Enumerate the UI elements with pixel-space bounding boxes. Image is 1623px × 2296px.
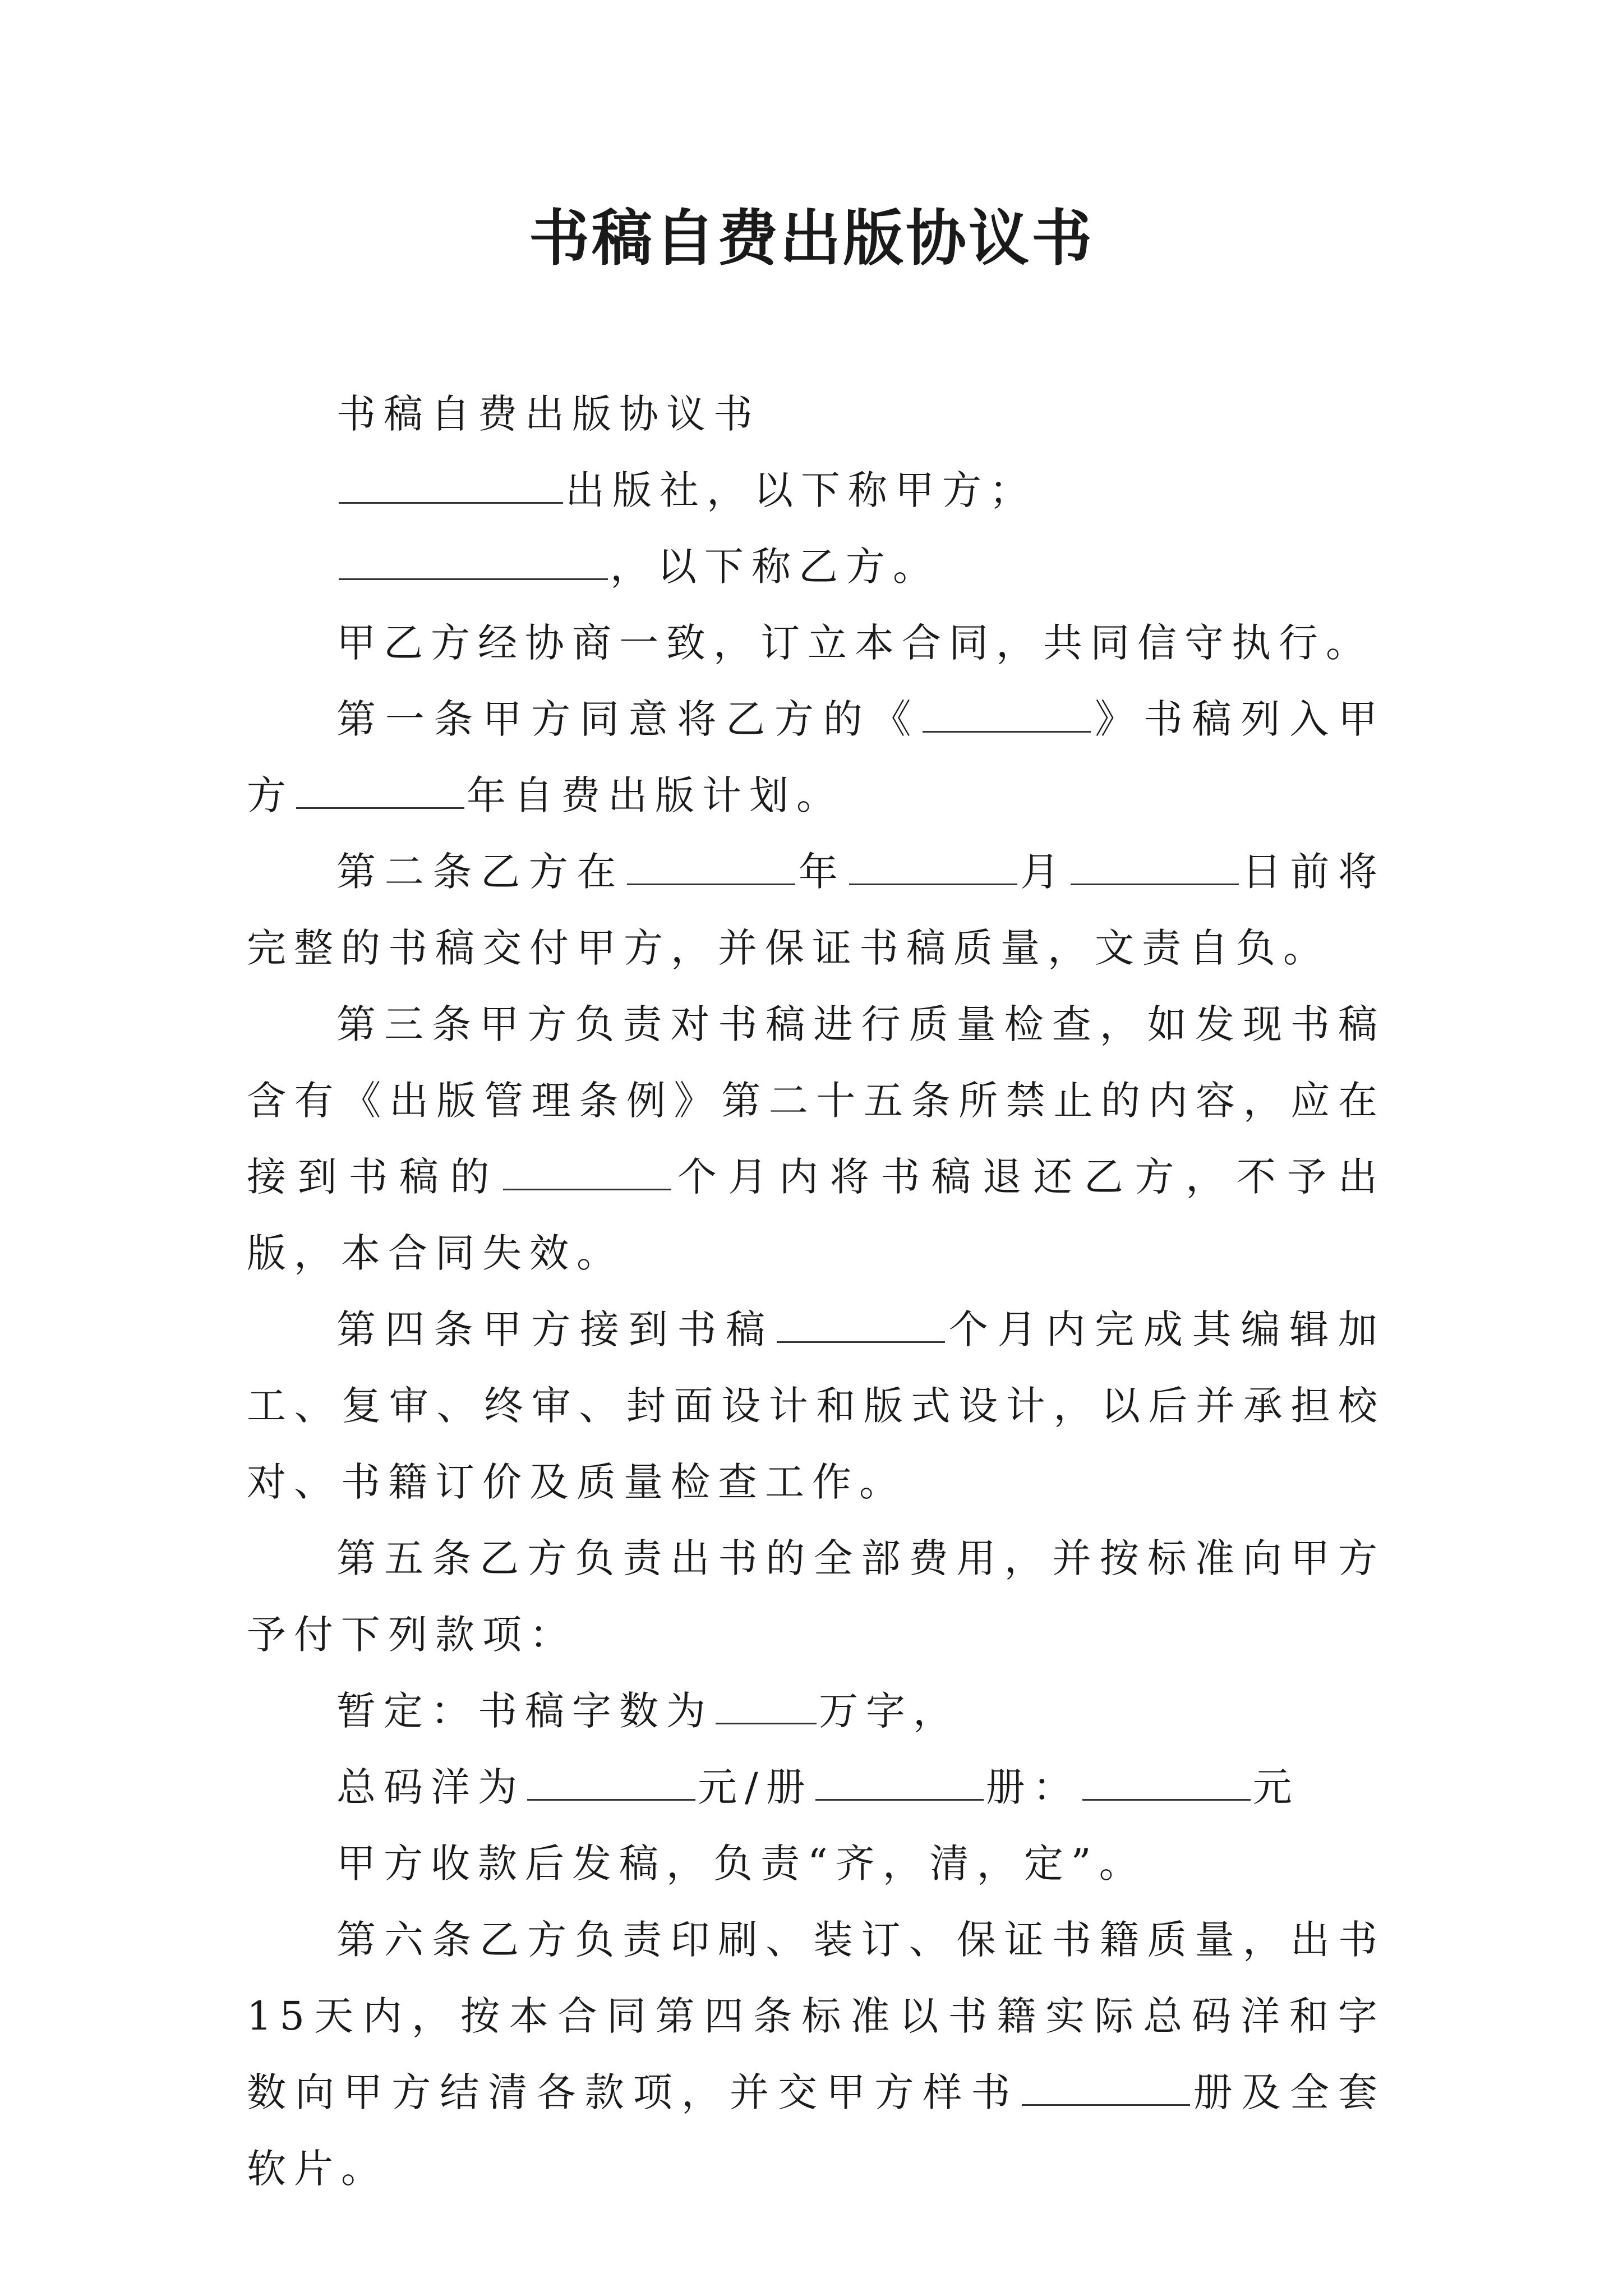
text-segment: 年自费出版计划。 [467,772,843,818]
fill-blank[interactable] [503,1154,671,1190]
text-segment: 年 [797,849,847,895]
text-segment: 个月内将书稿退还乙方，不予出版，本合同失效。 [247,1154,1386,1276]
fill-blank[interactable] [339,467,563,504]
text-segment: 书稿自费出版协议书 [336,391,760,437]
text-segment: ，以下称乙方。 [610,544,940,590]
fill-blank[interactable] [849,849,1017,885]
text-segment: 元/册 [698,1764,813,1810]
paragraph-article-6 [247,1902,1385,2207]
text-segment: 甲方收款后发稿，负责“齐，清，定”。 [336,1841,1146,1887]
fill-blank[interactable] [716,1688,817,1724]
paragraph-article-1 [247,681,1385,834]
text-segment: 元 [1252,1764,1300,1810]
fill-blank[interactable] [1022,2069,1190,2106]
fill-blank[interactable] [339,544,608,580]
fill-blank[interactable] [527,1764,695,1801]
paragraph-payment-note [247,1825,1385,1902]
paragraph-total-price [247,1749,1385,1825]
paragraph-article-2 [247,834,1385,986]
fill-blank[interactable] [296,772,464,809]
fill-blank[interactable] [777,1306,945,1343]
text-segment: 第三条甲方负责对书稿进行质量检查，如发现书稿含有《出版管理条例》第二十五条所禁止的内容，应在接到书稿的 [247,1001,1385,1200]
text-segment: 万字， [819,1688,960,1734]
text-segment: 暂定：书稿字数为 [336,1688,713,1734]
text-segment: 个月内完成其编辑加工、复审、终审、封面设计和版式设计，以后并承担校对、书籍订价及质量检查工作。 [247,1306,1385,1505]
text-segment: 第六条乙方负责印刷、装订、保证书籍质量，出书15天内，按本合同第四条标准以书籍实际总码洋和字数向甲方结清各款项，并交甲方样书 [247,1917,1385,2115]
text-segment: 月 [1019,849,1068,895]
text-segment: 第二条乙方在 [336,849,625,895]
paragraph-preamble [247,605,1385,681]
fill-blank[interactable] [815,1764,984,1801]
text-segment: 第一条甲方同意将乙方的《 [336,696,921,742]
paragraph-article-3 [247,986,1385,1291]
text-segment: 甲乙方经协商一致，订立本合同，共同信守执行。 [336,620,1373,666]
document-title: 书稿自费出版协议书 [528,203,1094,274]
text-segment: 》书稿列入甲方 [247,696,1386,818]
text-segment: 出版社，以下称甲方； [565,467,1036,513]
text-segment: 第四条甲方接到书稿 [336,1306,774,1352]
fill-blank[interactable] [627,849,795,885]
paragraph-party-b [247,528,1385,605]
text-segment: 第五条乙方负责出书的全部费用，并按标准向甲方予付下列款项： [247,1535,1385,1658]
text-segment: 册： [985,1764,1080,1810]
paragraph-subtitle [247,376,1385,452]
paragraph-party-a [247,452,1385,528]
fill-blank[interactable] [1071,849,1239,885]
text-segment: 日前将完整的书稿交付甲方，并保证书稿质量，文责自负。 [247,849,1386,971]
fill-blank[interactable] [1082,1764,1251,1801]
fill-blank[interactable] [923,696,1091,733]
document-body [247,376,1385,2207]
text-segment: 总码洋为 [336,1764,525,1810]
paragraph-article-5 [247,1520,1385,1673]
paragraph-article-4 [247,1291,1385,1520]
paragraph-word-count [247,1673,1385,1749]
text-segment: 册及全套软片。 [247,2069,1386,2192]
